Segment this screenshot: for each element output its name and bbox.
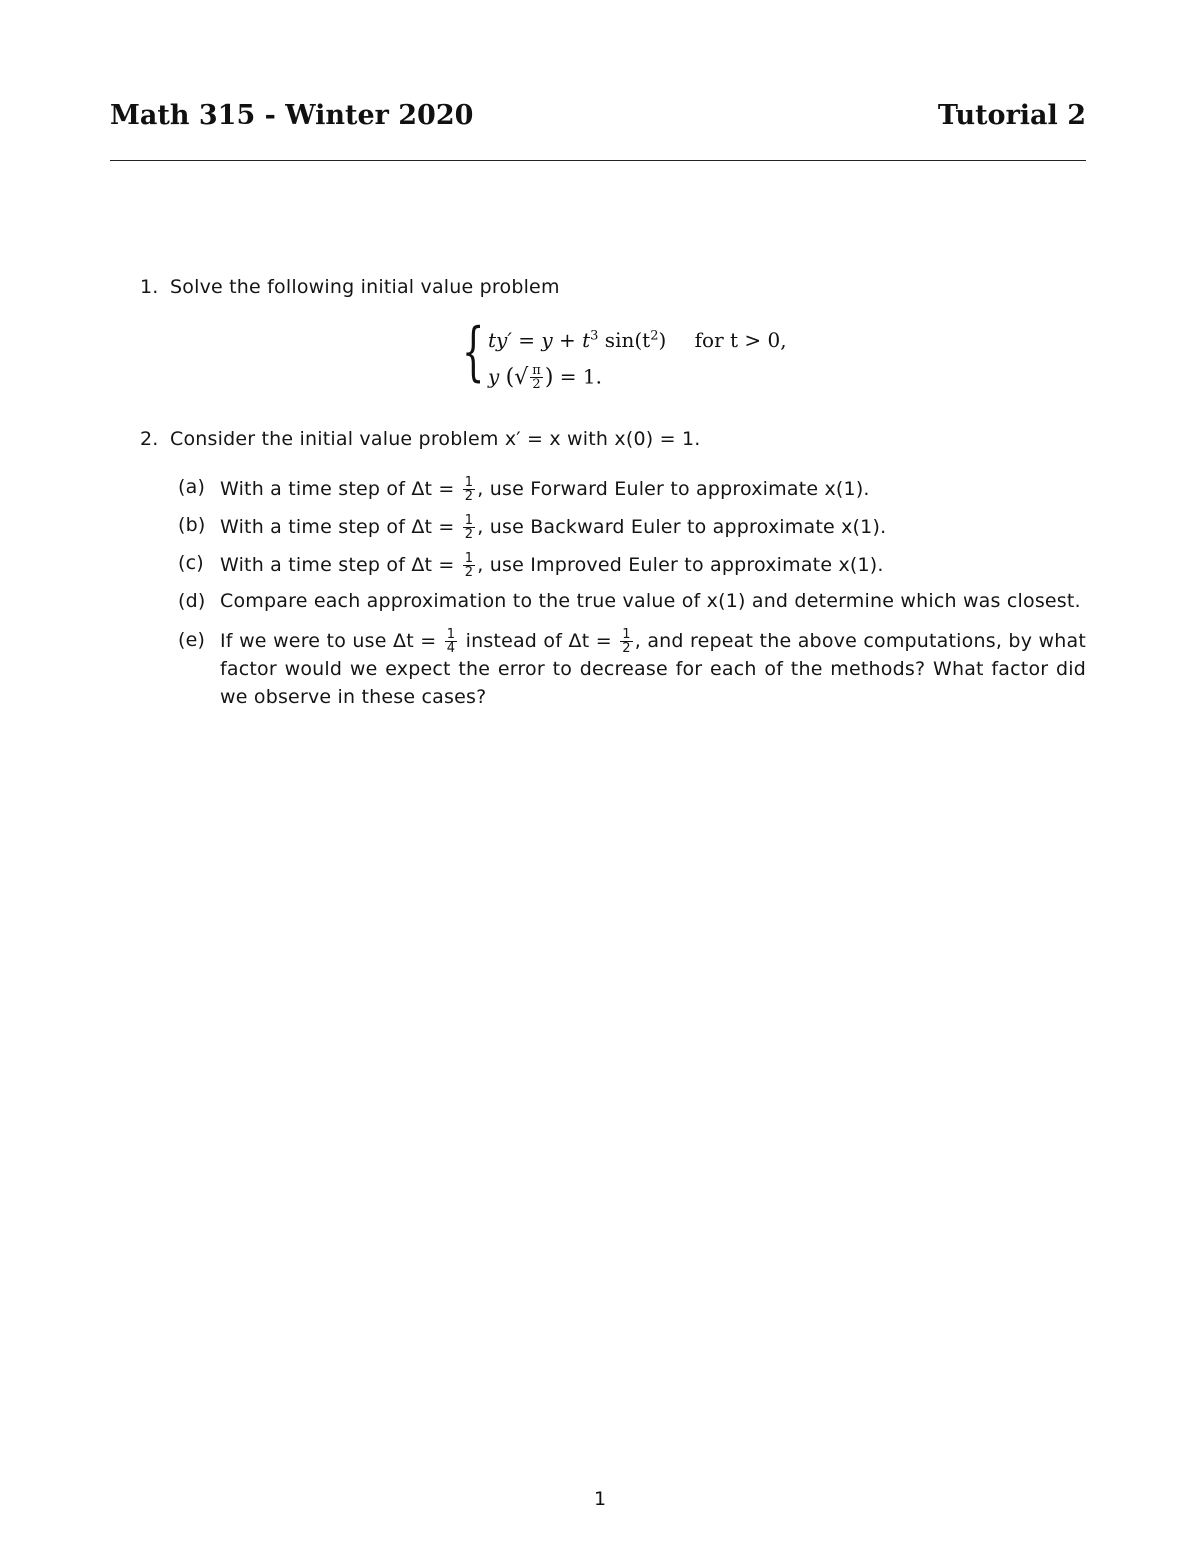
equation-2: y (√ $\frac{\pi}{2}$ ) = 1. (488, 363, 602, 392)
equation-1: $ty' = y + t^3$ $\sin(t^2)$ for t > 0, (488, 328, 787, 352)
problem-2-number: 2. (140, 428, 159, 450)
document-page: Math 315 - Winter 2020 Tutorial 2 1. Solve the following initial value problem { $ty' = y + t^3$ $\sin(t^2)$ for t > 0, y (√ $\frac{\pi}{2}$ ) = 1. 2. Consider the initial value problem x′ = x with x(0) = 1. (a) With a time step of Δt = $\frac{1}{2}$ , use Forward Euler to approximate x(1). (b) With a time step of Δt = $\frac{1}{2}$ , use Backward Euler to approximate x(1). (c) With a time step of Δt = $\frac{1}{2}$ , use Improved Euler to approximate x(1). (d) Compare each approximation to the true value of x(1) and determine which was closest. (e) If we were to use Δt = $\frac{1}{4}$ instead of Δt = $\frac{1}{2}$ , and repeat the above computations, by what factor would we expect the error to decrease for each of the methods? What factor did we observe in these cases? 1 (0, 0, 1200, 1553)
course-title: Math 315 - Winter 2020 (110, 100, 474, 131)
part-e: If we were to use Δt = $\frac{1}{4}$ instead of Δt = $\frac{1}{2}$ , and repeat the above computations, by what factor would we expect the error to decrease for each of the methods? What factor did we observe in these cases? (220, 627, 1086, 708)
problem-1-text: Solve the following initial value problem (170, 276, 560, 298)
page-number: 1 (593, 1488, 607, 1510)
left-brace: { (462, 315, 485, 389)
page-header (110, 100, 1086, 140)
problem-1-number: 1. (140, 276, 159, 298)
problem-2-text: Consider the initial value problem x′ = x with x(0) = 1. (170, 428, 701, 450)
ivp-system (462, 315, 822, 398)
header-rule (110, 160, 1086, 161)
tutorial-title: Tutorial 2 (937, 100, 1086, 131)
